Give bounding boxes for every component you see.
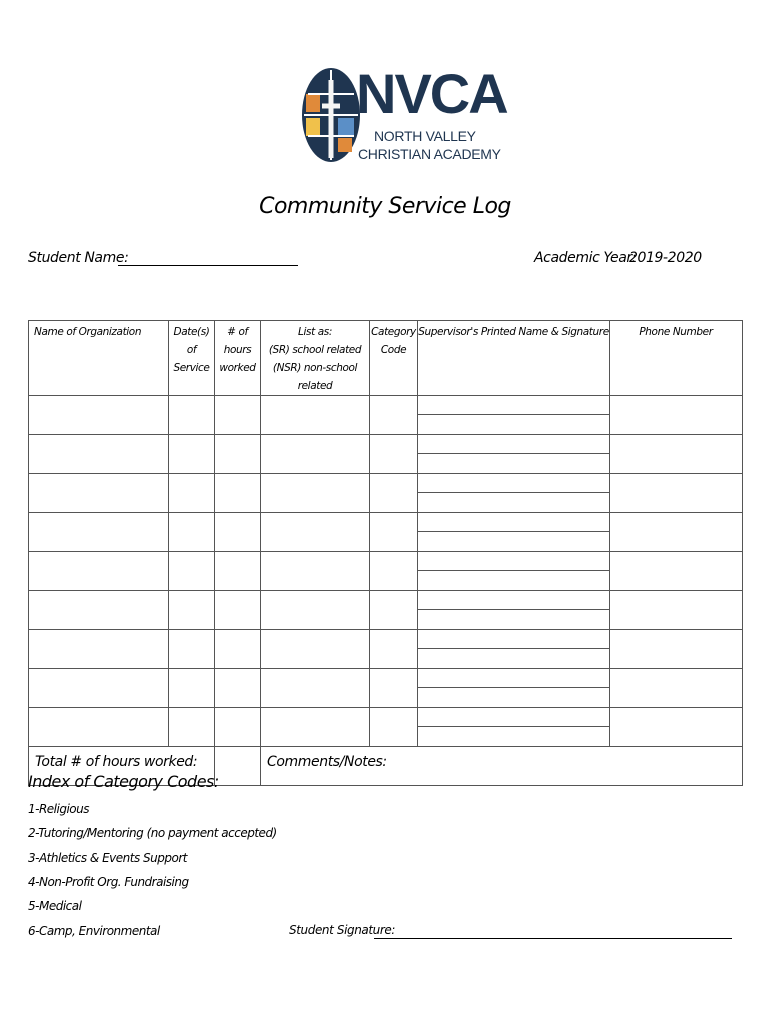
signature-divider [418, 687, 609, 688]
hours-cell[interactable] [215, 513, 261, 552]
table-row [29, 513, 743, 552]
list-as-cell[interactable] [261, 552, 370, 591]
phone-cell[interactable] [610, 669, 743, 708]
category-cell[interactable] [370, 669, 418, 708]
category-cell[interactable] [370, 474, 418, 513]
hours-cell[interactable] [215, 591, 261, 630]
logo-line-1: NORTH VALLEY [374, 128, 476, 144]
signature-divider [418, 609, 609, 610]
dates-cell[interactable] [169, 513, 215, 552]
table-row [29, 669, 743, 708]
signature-divider [418, 726, 609, 727]
dates-cell[interactable] [169, 591, 215, 630]
supervisor-cell[interactable] [418, 474, 610, 513]
col-header-list-as: List as: (SR) school related (NSR) non-school related [261, 321, 370, 396]
table-row [29, 630, 743, 669]
globe-cross-icon [300, 66, 362, 164]
col-header-phone: Phone Number [610, 321, 743, 396]
dates-cell[interactable] [169, 396, 215, 435]
dates-cell[interactable] [169, 552, 215, 591]
phone-cell[interactable] [610, 552, 743, 591]
phone-cell[interactable] [610, 513, 743, 552]
category-index-title: Index of Category Codes: [28, 772, 219, 791]
phone-cell[interactable] [610, 396, 743, 435]
list-as-cell[interactable] [261, 708, 370, 747]
organization-cell[interactable] [29, 435, 169, 474]
list-as-cell[interactable] [261, 669, 370, 708]
category-item: 1-Religious [28, 802, 90, 816]
hours-cell[interactable] [215, 435, 261, 474]
supervisor-cell[interactable] [418, 708, 610, 747]
col-header-dates: Date(s) of Service [169, 321, 215, 396]
signature-divider [418, 648, 609, 649]
organization-cell[interactable] [29, 669, 169, 708]
category-item: 2-Tutoring/Mentoring (no payment accepted) [28, 826, 277, 840]
list-as-cell[interactable] [261, 435, 370, 474]
supervisor-cell[interactable] [418, 552, 610, 591]
logo-wordmark: NVCA [356, 62, 507, 125]
organization-cell[interactable] [29, 513, 169, 552]
category-cell[interactable] [370, 708, 418, 747]
hours-cell[interactable] [215, 630, 261, 669]
col-header-category: Category Code [370, 321, 418, 396]
signature-divider [418, 570, 609, 571]
supervisor-cell[interactable] [418, 669, 610, 708]
category-cell[interactable] [370, 591, 418, 630]
signature-divider [418, 531, 609, 532]
hours-cell[interactable] [215, 396, 261, 435]
phone-cell[interactable] [610, 630, 743, 669]
comments-field[interactable] [261, 747, 743, 786]
table-header-row [29, 321, 743, 396]
col-header-supervisor: Supervisor's Printed Name & Signature [418, 321, 610, 396]
student-signature-label: Student Signature: [289, 923, 396, 937]
category-cell[interactable] [370, 630, 418, 669]
list-as-cell[interactable] [261, 474, 370, 513]
col-header-organization: Name of Organization [29, 321, 169, 396]
school-logo [300, 62, 507, 168]
category-cell[interactable] [370, 435, 418, 474]
category-item: 6-Camp, Environmental [28, 924, 160, 938]
category-item: 3-Athletics & Events Support [28, 851, 187, 865]
category-cell[interactable] [370, 513, 418, 552]
organization-cell[interactable] [29, 708, 169, 747]
list-as-cell[interactable] [261, 513, 370, 552]
organization-cell[interactable] [29, 630, 169, 669]
category-cell[interactable] [370, 552, 418, 591]
table-row [29, 435, 743, 474]
organization-cell[interactable] [29, 396, 169, 435]
supervisor-cell[interactable] [418, 591, 610, 630]
hours-cell[interactable] [215, 474, 261, 513]
student-name-label: Student Name: [28, 250, 129, 266]
student-signature-field[interactable] [374, 938, 732, 939]
total-hours-label: Total # of hours worked: [35, 754, 198, 770]
academic-year-value: 2019-2020 [629, 250, 702, 266]
list-as-cell[interactable] [261, 630, 370, 669]
comments-label: Comments/Notes: [267, 754, 387, 770]
phone-cell[interactable] [610, 708, 743, 747]
supervisor-cell[interactable] [418, 435, 610, 474]
academic-year-label: Academic Year: [534, 250, 637, 266]
phone-cell[interactable] [610, 435, 743, 474]
hours-cell[interactable] [215, 708, 261, 747]
hours-cell[interactable] [215, 669, 261, 708]
organization-cell[interactable] [29, 552, 169, 591]
col-header-hours: # of hours worked [215, 321, 261, 396]
signature-divider [418, 414, 609, 415]
hours-cell[interactable] [215, 552, 261, 591]
category-cell[interactable] [370, 396, 418, 435]
list-as-cell[interactable] [261, 591, 370, 630]
category-item: 4-Non-Profit Org. Fundraising [28, 875, 189, 889]
total-hours-field[interactable] [215, 747, 261, 786]
dates-cell[interactable] [169, 474, 215, 513]
table-row [29, 396, 743, 435]
dates-cell[interactable] [169, 630, 215, 669]
phone-cell[interactable] [610, 474, 743, 513]
logo-line-2: CHRISTIAN ACADEMY [358, 146, 501, 162]
student-name-field[interactable] [118, 265, 298, 266]
page-title: Community Service Log [259, 194, 511, 219]
organization-cell[interactable] [29, 474, 169, 513]
organization-cell[interactable] [29, 591, 169, 630]
supervisor-cell[interactable] [418, 630, 610, 669]
table-row [29, 708, 743, 747]
category-item: 5-Medical [28, 899, 82, 913]
supervisor-cell[interactable] [418, 513, 610, 552]
table-row [29, 474, 743, 513]
dates-cell[interactable] [169, 669, 215, 708]
table-row [29, 591, 743, 630]
list-as-cell[interactable] [261, 396, 370, 435]
supervisor-cell[interactable] [418, 396, 610, 435]
dates-cell[interactable] [169, 435, 215, 474]
table-row [29, 552, 743, 591]
phone-cell[interactable] [610, 591, 743, 630]
signature-divider [418, 453, 609, 454]
dates-cell[interactable] [169, 708, 215, 747]
service-log-table [28, 320, 743, 786]
signature-divider [418, 492, 609, 493]
